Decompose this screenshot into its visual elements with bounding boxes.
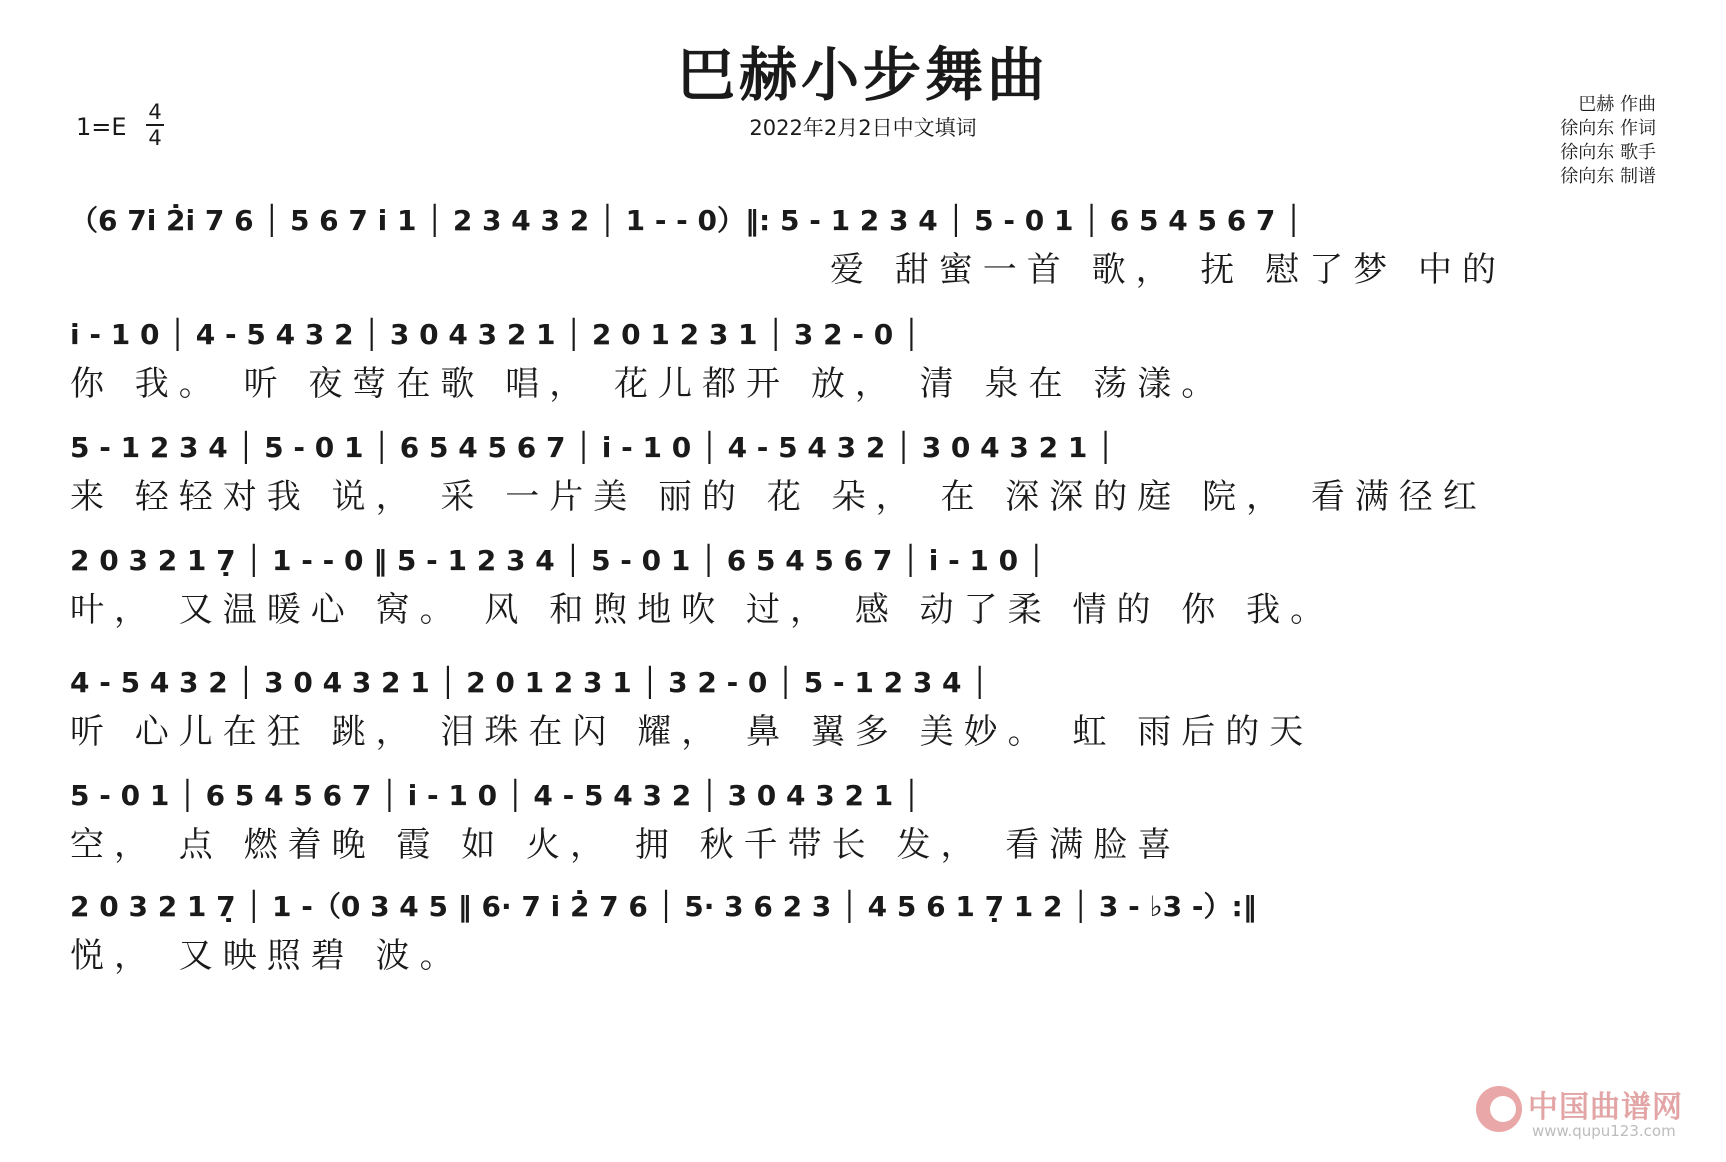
score-line-7 <box>70 882 1660 992</box>
score-line-4 <box>70 536 1660 646</box>
key-signature: 1=E <box>76 113 127 141</box>
score-line-2 <box>70 310 1660 420</box>
score-line-3 <box>70 423 1660 533</box>
lyrics-row: 你 我。 听 夜莺在歌 唱， 花儿都开 放， 清 泉在 荡漾。 <box>70 364 1226 404</box>
time-signature-top: 4 <box>146 100 164 126</box>
lyrics-row: 爱 甜蜜一首 歌， 抚 慰了梦 中的 <box>830 250 1507 290</box>
lyrics-row: 空， 点 燃着晚 霞 如 火， 拥 秋千带长 发， 看满脸喜 <box>70 825 1182 865</box>
time-signature-bottom: 4 <box>148 126 162 150</box>
score-line-6 <box>70 771 1660 881</box>
notation-row: 2 0 3 2 1 7̣ │ 1 -（0 3 4 5 ‖ 6· 7 i̇ 2̇ 7 6 │ 5· 3 6 2 3 │ 4 5 6 1 7̣ 1 2 │ 3 - ♭3 -）:‖ <box>70 890 1257 923</box>
watermark-url: www.qupu123.com <box>1532 1122 1676 1140</box>
credit-arranger: 徐向东 制谱 <box>1560 166 1656 187</box>
notation-row: i̇ - 1 0 │ 4 - 5 4 3 2 │ 3 0 4 3 2 1 │ 2 0 1 2 3 1 │ 3 2 - 0 │ <box>70 318 920 351</box>
logo-mark-icon <box>1476 1086 1522 1132</box>
lyrics-row: 悦， 又映照碧 波。 <box>70 936 464 976</box>
watermark-name: 中国曲谱网 <box>1528 1090 1683 1125</box>
notation-row: 5 - 0 1 │ 6 5 4 5 6 7 │ i̇ - 1 0 │ 4 - 5 4 3 2 │ 3 0 4 3 2 1 │ <box>70 779 920 812</box>
lyrics-row: 来 轻轻对我 说， 采 一片美 丽的 花 朵， 在 深深的庭 院， 看满径红 <box>70 477 1487 517</box>
page-title: 巴赫小步舞曲 <box>676 41 1049 109</box>
notation-row: （6 7i̇ 2̇i̇ 7 6 │ 5 6 7 i̇ 1 │ 2 3 4 3 2 │ 1 - - 0）‖: 5 - 1 2 3 4 │ 5 - 0 1 │ 6 5 4 5 6 7 │ <box>70 204 1303 237</box>
notation-row: 5 - 1 2 3 4 │ 5 - 0 1 │ 6 5 4 5 6 7 │ i̇ - 1 0 │ 4 - 5 4 3 2 │ 3 0 4 3 2 1 │ <box>70 431 1114 464</box>
credit-singer: 徐向东 歌手 <box>1560 142 1656 163</box>
lyrics-row: 叶， 又温暖心 窝。 风 和煦地吹 过， 感 动了柔 情的 你 我。 <box>70 590 1335 630</box>
score-line-1 <box>70 196 1660 306</box>
notation-row: 4 - 5 4 3 2 │ 3 0 4 3 2 1 │ 2 0 1 2 3 1 │ 3 2 - 0 │ 5 - 1 2 3 4 │ <box>70 666 989 699</box>
watermark-logo <box>1476 1082 1696 1144</box>
notation-row: 2 0 3 2 1 7̣ │ 1 - - 0 ‖ 5 - 1 2 3 4 │ 5 - 0 1 │ 6 5 4 5 6 7 │ i̇ - 1 0 │ <box>70 544 1045 577</box>
lyrics-row: 听 心儿在狂 跳， 泪珠在闪 耀， 鼻 翼多 美妙。 虹 雨后的天 <box>70 712 1314 752</box>
score-line-5 <box>70 658 1660 768</box>
page-subtitle: 2022年2月2日中文填词 <box>749 116 977 140</box>
credit-composer: 巴赫 作曲 <box>1578 94 1656 115</box>
credit-lyricist: 徐向东 作词 <box>1560 118 1656 139</box>
